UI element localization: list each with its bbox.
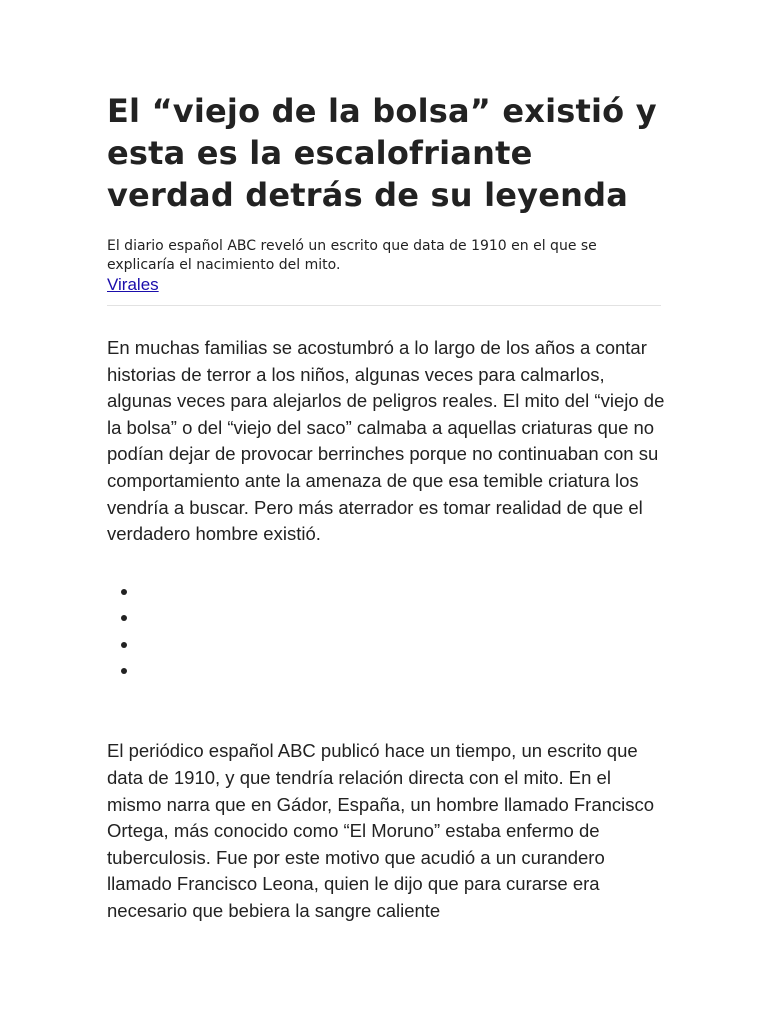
article (107, 90, 667, 924)
bullet-item-3 (139, 631, 667, 657)
article-paragraph-2: El periódico español ABC publicó hace un tiempo, un escrito que data de 1910, y que tendría relación directa con el mito. En el mismo narra que en Gádor, España, un hombre llamado Francisco Ortega, más conocido como “El Moruno” estaba enfermo de tuberculosis. Fue por este motivo que acudió a un curandero llamado Francisco Leona, quien le dijo que para curarse era necesario que bebiera la sangre caliente (107, 740, 655, 921)
article-paragraph-1: En muchas familias se acostumbró a lo largo de los años a contar historias de terror a los niños, algunas veces para calmarlos, algunas veces para alejarlos de peligros reales. El mito del “viejo de la bolsa” o del “viejo del saco” calmaba a aquellas criaturas que no podían dejar de provocar berrinches porque no continuaban con su comportamiento ante la amenaza de que esa temible criatura los vendría a buscar. Pero más aterrador es tomar realidad de que el verdadero hombre existió. (107, 337, 665, 545)
bullet-list (107, 578, 667, 684)
category-link-virales[interactable]: Virales (107, 275, 159, 294)
bullet-item-2 (139, 604, 667, 630)
bullet-item-1 (139, 578, 667, 604)
bullet-item-4 (139, 657, 667, 683)
divider (107, 305, 661, 306)
article-title: El “viejo de la bolsa” existió y esta es la escalofriante verdad detrás de su leyenda (107, 92, 657, 214)
article-subtitle: El diario español ABC reveló un escrito que data de 1910 en el que se explicaría el nacimiento del mito. (107, 238, 597, 273)
